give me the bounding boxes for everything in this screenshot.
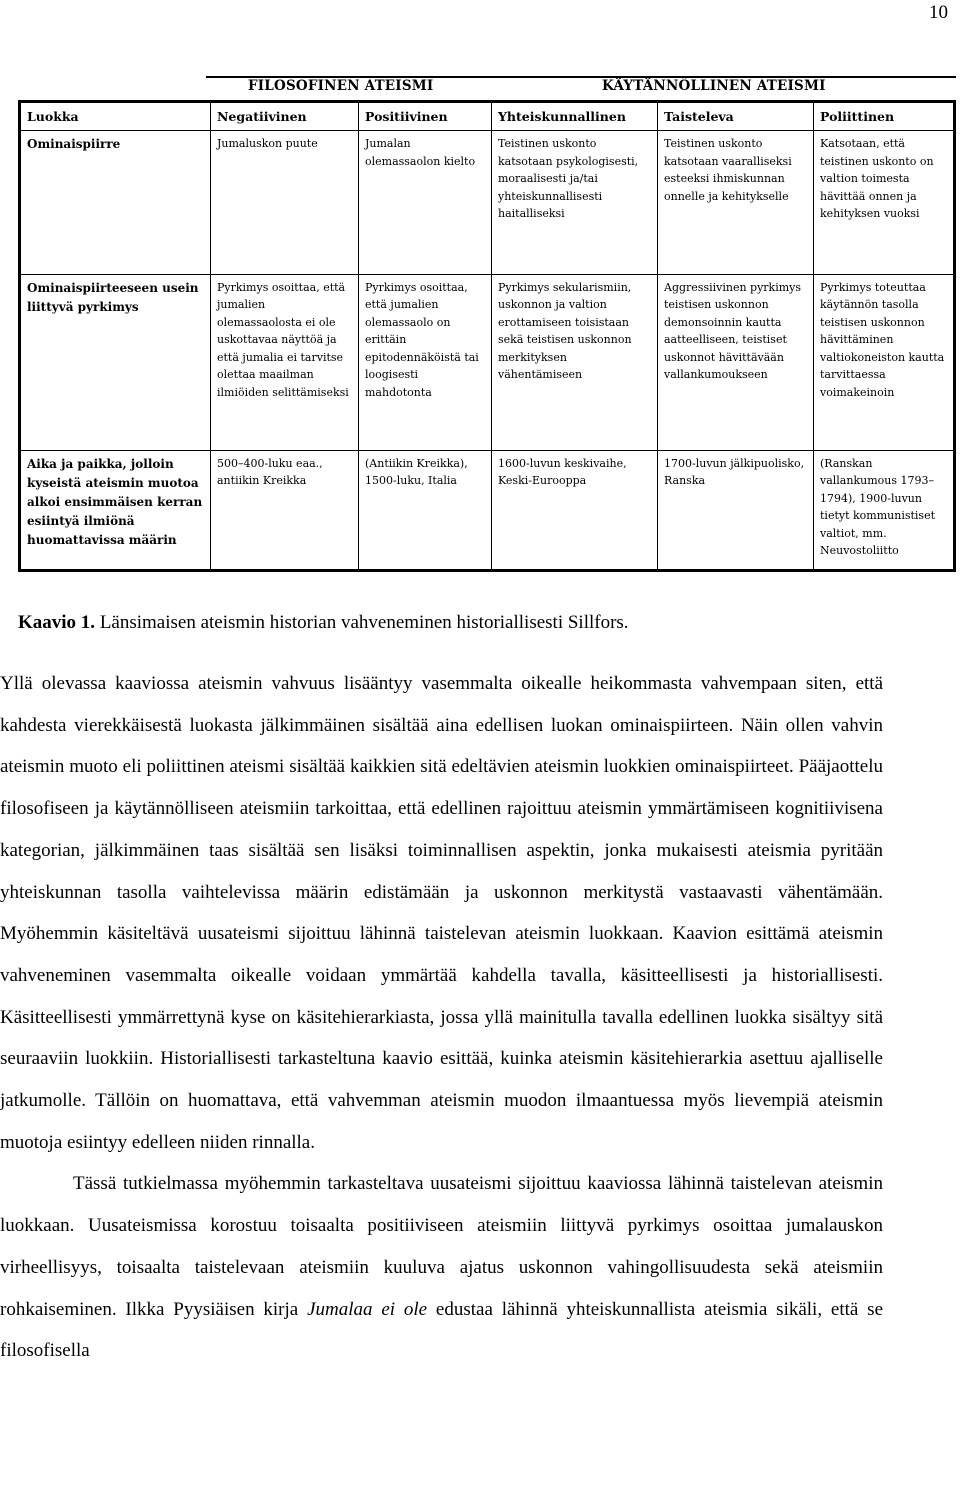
table-cell: Jumaluskon puute [211, 131, 359, 274]
book-title: Jumalaa ei ole [307, 1298, 428, 1320]
table-cell: Jumalan olemassaolon kielto [359, 131, 492, 274]
header-cell: Positiivinen [359, 103, 492, 131]
classification-table [18, 100, 956, 572]
table-cell: Pyrkimys osoittaa, että jumalien olemassaolo on erittäin epitodennäköistä tai loogisesti mahdotonta [359, 274, 492, 450]
row-label: Aika ja paikka, jolloin kyseistä ateismin muotoa alkoi ensimmäisen kerran esiintyä ilmiönä huomattavissa määrin [21, 450, 211, 569]
group-label-practical: KÄYTÄNNÖLLINEN ATEISMI [602, 78, 826, 94]
table-row [21, 274, 954, 450]
paragraph [0, 1163, 883, 1372]
table-cell: 1700-luvun jälkipuolisko, Ranska [658, 450, 814, 569]
table-cell: Teistinen uskonto katsotaan psykologisesti, moraalisesti ja/tai yhteiskunnallisesti haitalliseksi [492, 131, 658, 274]
table-cell: Pyrkimys sekularismiin, uskonnon ja valtion erottamiseen toisistaan sekä teistisen uskonnon merkityksen vähentämiseen [492, 274, 658, 450]
table-cell: Katsotaan, että teistinen uskonto on valtion toimesta hävittää onnen ja kehityksen vuoksi [814, 131, 954, 274]
table-header-row [21, 103, 954, 131]
page-number: 10 [929, 2, 948, 23]
paragraph: Yllä olevassa kaaviossa ateismin vahvuus lisääntyy vasemmalta oikealle heikommasta vahvempaan siten, että kahdesta vierekkäisestä luokasta jälkimmäinen sisältää aina edellisen luokan ominaispiirteen. Näin ollen vahvin ateismin muoto eli poliittinen ateismi sisältää kaikkien sitä edeltävien ateismin luokkien ominaispiirteet. Pääjaottelu filosofiseen ja käytännölliseen ateismiin tarkoittaa, että edellinen rajoittuu ateismin ymmärtämiseen kognitiivisena kategorian, jälkimmäinen taas sisältää sen lisäksi toiminnallisen aspektin, jonka mukaisesti ateismia pyritään yhteiskunnan tasolla vaihtelevissa määrin edistämään ja uskonnon merkitystä vastaavasti vähentämään. Myöhemmin käsiteltävä uusateismi sijoittuu lähinnä taistelevan ateismin luokkaan. Kaavion esittämä ateismin vahveneminen vasemmalta oikealle voidaan ymmärtää kahdella tavalla, käsitteellisesti ja historiallisesti. Käsitteellisesti ymmärrettynä kyse on käsitehierarkiasta, jossa yllä mainitulla tavalla edellinen luokka sisältyy sitä seuraaviin luokkiin. Historiallisesti tarkasteltuna kaavio esittää, kuinka ateismin käsitehierarkia asettuu ajalliselle jatkumolle. Tällöin on huomattava, että vahvemman ateismin muodon ilmaantuessa myös lievempiä ateismin muotoja esiintyy edelleen niiden rinnalla. [0, 673, 883, 1153]
group-label-philosophical: FILOSOFINEN ATEISMI [248, 78, 434, 94]
table-cell: Teistinen uskonto katsotaan vaaralliseksi esteeksi ihmiskunnan onnelle ja kehitykselle [658, 131, 814, 274]
figure-caption [18, 612, 629, 634]
table-row [21, 131, 954, 274]
header-cell: Negatiivinen [211, 103, 359, 131]
paragraph-text: edustaa lähinnä yhteiskunnallista ateismia sikäli, että se filosofisella [0, 1298, 883, 1362]
row-label: Ominaispiirre [21, 131, 211, 274]
table-cell: Pyrkimys toteuttaa käytännön tasolla teistisen uskonnon hävittäminen valtiokoneiston kautta tarvittaessa voimakeinoin [814, 274, 954, 450]
header-cell: Luokka [21, 103, 211, 131]
table-cell: 500–400-luku eaa., antiikin Kreikka [211, 450, 359, 569]
table-cell: 1600-luvun keskivaihe, Keski-Eurooppa [492, 450, 658, 569]
table-cell: (Antiikin Kreikka), 1500-luku, Italia [359, 450, 492, 569]
table-cell: Pyrkimys osoittaa, että jumalien olemassaolosta ei ole uskottavaa näyttöä ja että jumalia ei tarvitse olettaa maailman ilmiöiden selittämiseksi [211, 274, 359, 450]
atheism-classification-figure [12, 70, 960, 576]
table-cell: Aggressiivinen pyrkimys teistisen uskonnon demonsoinnin kautta aatteelliseen, teistiset uskonnot hävittävään vallankumoukseen [658, 274, 814, 450]
header-cell: Yhteiskunnallinen [492, 103, 658, 131]
header-cell: Taisteleva [658, 103, 814, 131]
row-label: Ominaispiirteeseen usein liittyvä pyrkimys [21, 274, 211, 450]
caption-label: Kaavio 1. [18, 612, 96, 633]
caption-text: Länsimaisen ateismin historian vahveneminen historiallisesti Sillfors. [95, 612, 629, 633]
table-cell: (Ranskan vallankumous 1793–1794), 1900-luvun tietyt kommunistiset valtiot, mm. Neuvostoliitto [814, 450, 954, 569]
paragraph-text: Tässä tutkielmassa myöhemmin tarkasteltava uusateismi sijoittuu kaaviossa lähinnä taistelevan ateismin luokkaan. Uusateismissa korostuu toisaalta positiiviseen ateismiin liittyvä pyrkimys osoittaa jumalauskon virheellisyys, toisaalta taistelevaan ateismiin kuuluva ajatus uskonnon vahingollisuudesta sekä ateismiin rohkaiseminen. Ilkka Pyysiäisen kirja [0, 1173, 883, 1320]
body-text [0, 663, 883, 1372]
header-cell: Poliittinen [814, 103, 954, 131]
table-row [21, 450, 954, 569]
